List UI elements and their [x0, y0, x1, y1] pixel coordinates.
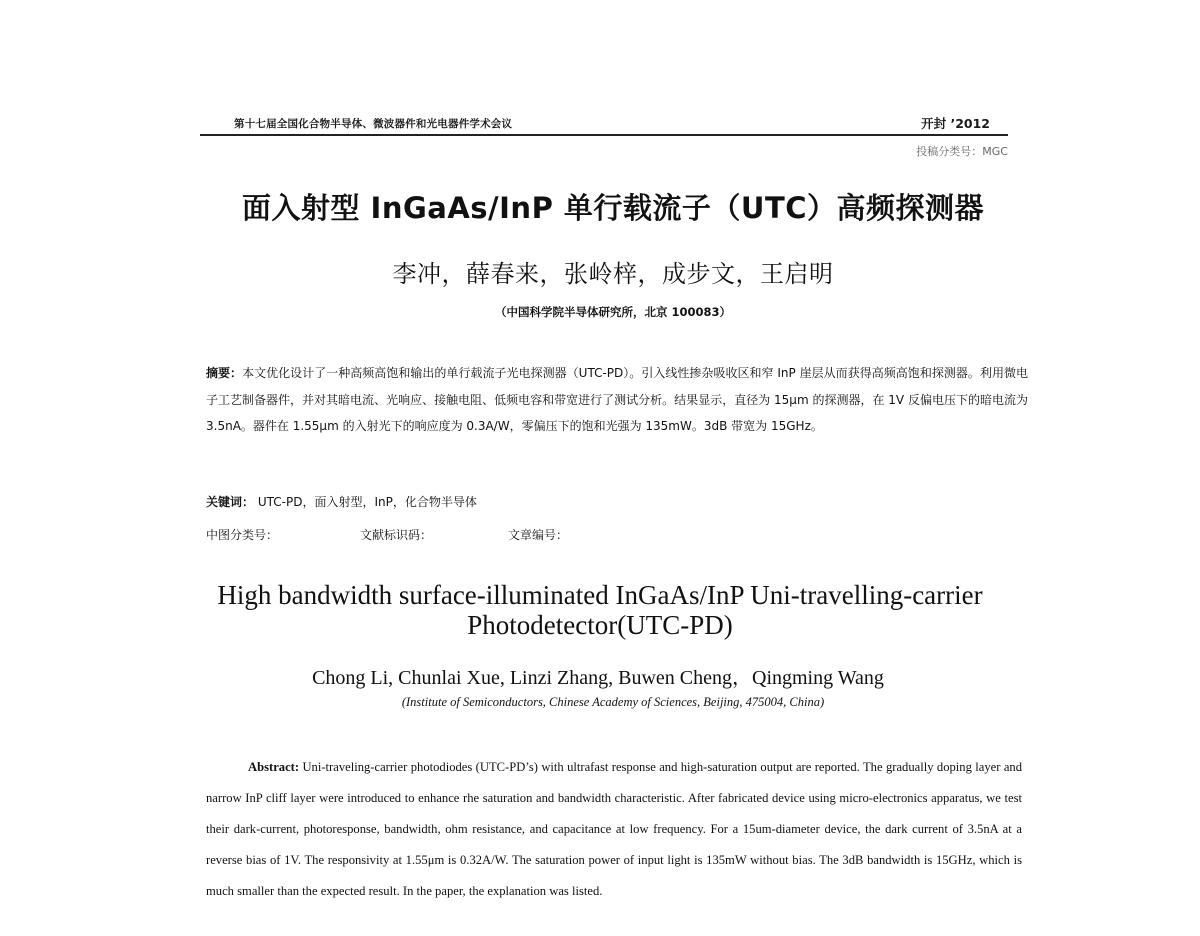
chinese-title: 面入射型 InGaAs/InP 单行载流子（UTC）高频探测器 — [241, 191, 985, 225]
article-no-label: 文章编号： — [508, 528, 569, 542]
chinese-keywords-text: UTC-PD，面入射型，InP，化合物半导体 — [257, 495, 477, 509]
chinese-keywords — [206, 493, 477, 510]
english-abstract-label: Abstract: — [248, 760, 300, 774]
chinese-abstract-text: 本文优化设计了一种高频高饱和输出的单行载流子光电探测器（UTC-PD）。引入线性掺杂吸收区和窄 InP 崖层从而获得高频高饱和探测器。利用微电子工艺制备器件，并对其暗电流、光响应、接触电阻、低频电容和带宽进行了测试分析。结果显示，直径为 15μm 的探测器，在 1V 反偏电压下的暗电流为 3.5nA。器件在 1.55μm 的入射光下的响应度为 0.3A/W，零偏压下的饱和光强为 135mW。3dB 带宽为 15GHz。 — [206, 366, 1028, 433]
chinese-keywords-label: 关键词： — [206, 495, 255, 509]
header-divider — [200, 134, 1008, 136]
english-authors: Chong Li, Chunlai Xue, Linzi Zhang, Buwen Cheng，Qingming Wang — [312, 667, 884, 689]
location-year: 开封 ’2012 — [921, 116, 990, 131]
manuscript-class: 投稿分类号：MGC — [916, 145, 1008, 158]
chinese-affiliation: （中国科学院半导体研究所，北京 100083） — [494, 305, 731, 319]
english-title: High bandwidth surface-illuminated InGaAs/InP Uni-travelling-carrier Photodetector(UTC-PD) — [217, 580, 983, 640]
conference-header: 第十七届全国化合物半导体、微波器件和光电器件学术会议 — [234, 118, 513, 130]
chinese-abstract — [206, 360, 1028, 440]
clc-label: 中图分类号： — [206, 528, 279, 542]
english-abstract-text: Uni-traveling-carrier photodiodes (UTC-PD’s) with ultrafast response and high-saturation output are reported. The gradually doping layer and narrow InP cliff layer were introduced to enhance rhe saturation and bandwidth characteristic. After fabricated device using micro-electronics apparatus, we test their dark-current, photoresponse, bandwidth, ohm resistance, and capacitance at low frequency. For a 15um-diameter device, the dark current of 3.5nA at a reverse bias of 1V. The responsivity at 1.55μm is 0.32A/W. The saturation power of input light is 135mW without bias. The 3dB bandwidth is 15GHz, which is much smaller than the expected result. In the paper, the explanation was listed. — [206, 760, 1022, 898]
chinese-abstract-label: 摘要： — [206, 366, 243, 380]
english-affiliation: (Institute of Semiconductors, Chinese Academy of Sciences, Beijing, 475004, China) — [401, 695, 825, 709]
english-abstract — [206, 752, 1022, 907]
doc-code-label: 文献标识码： — [360, 528, 433, 542]
chinese-authors: 李冲，薛春来，张岭梓，成步文，王启明 — [392, 260, 834, 288]
